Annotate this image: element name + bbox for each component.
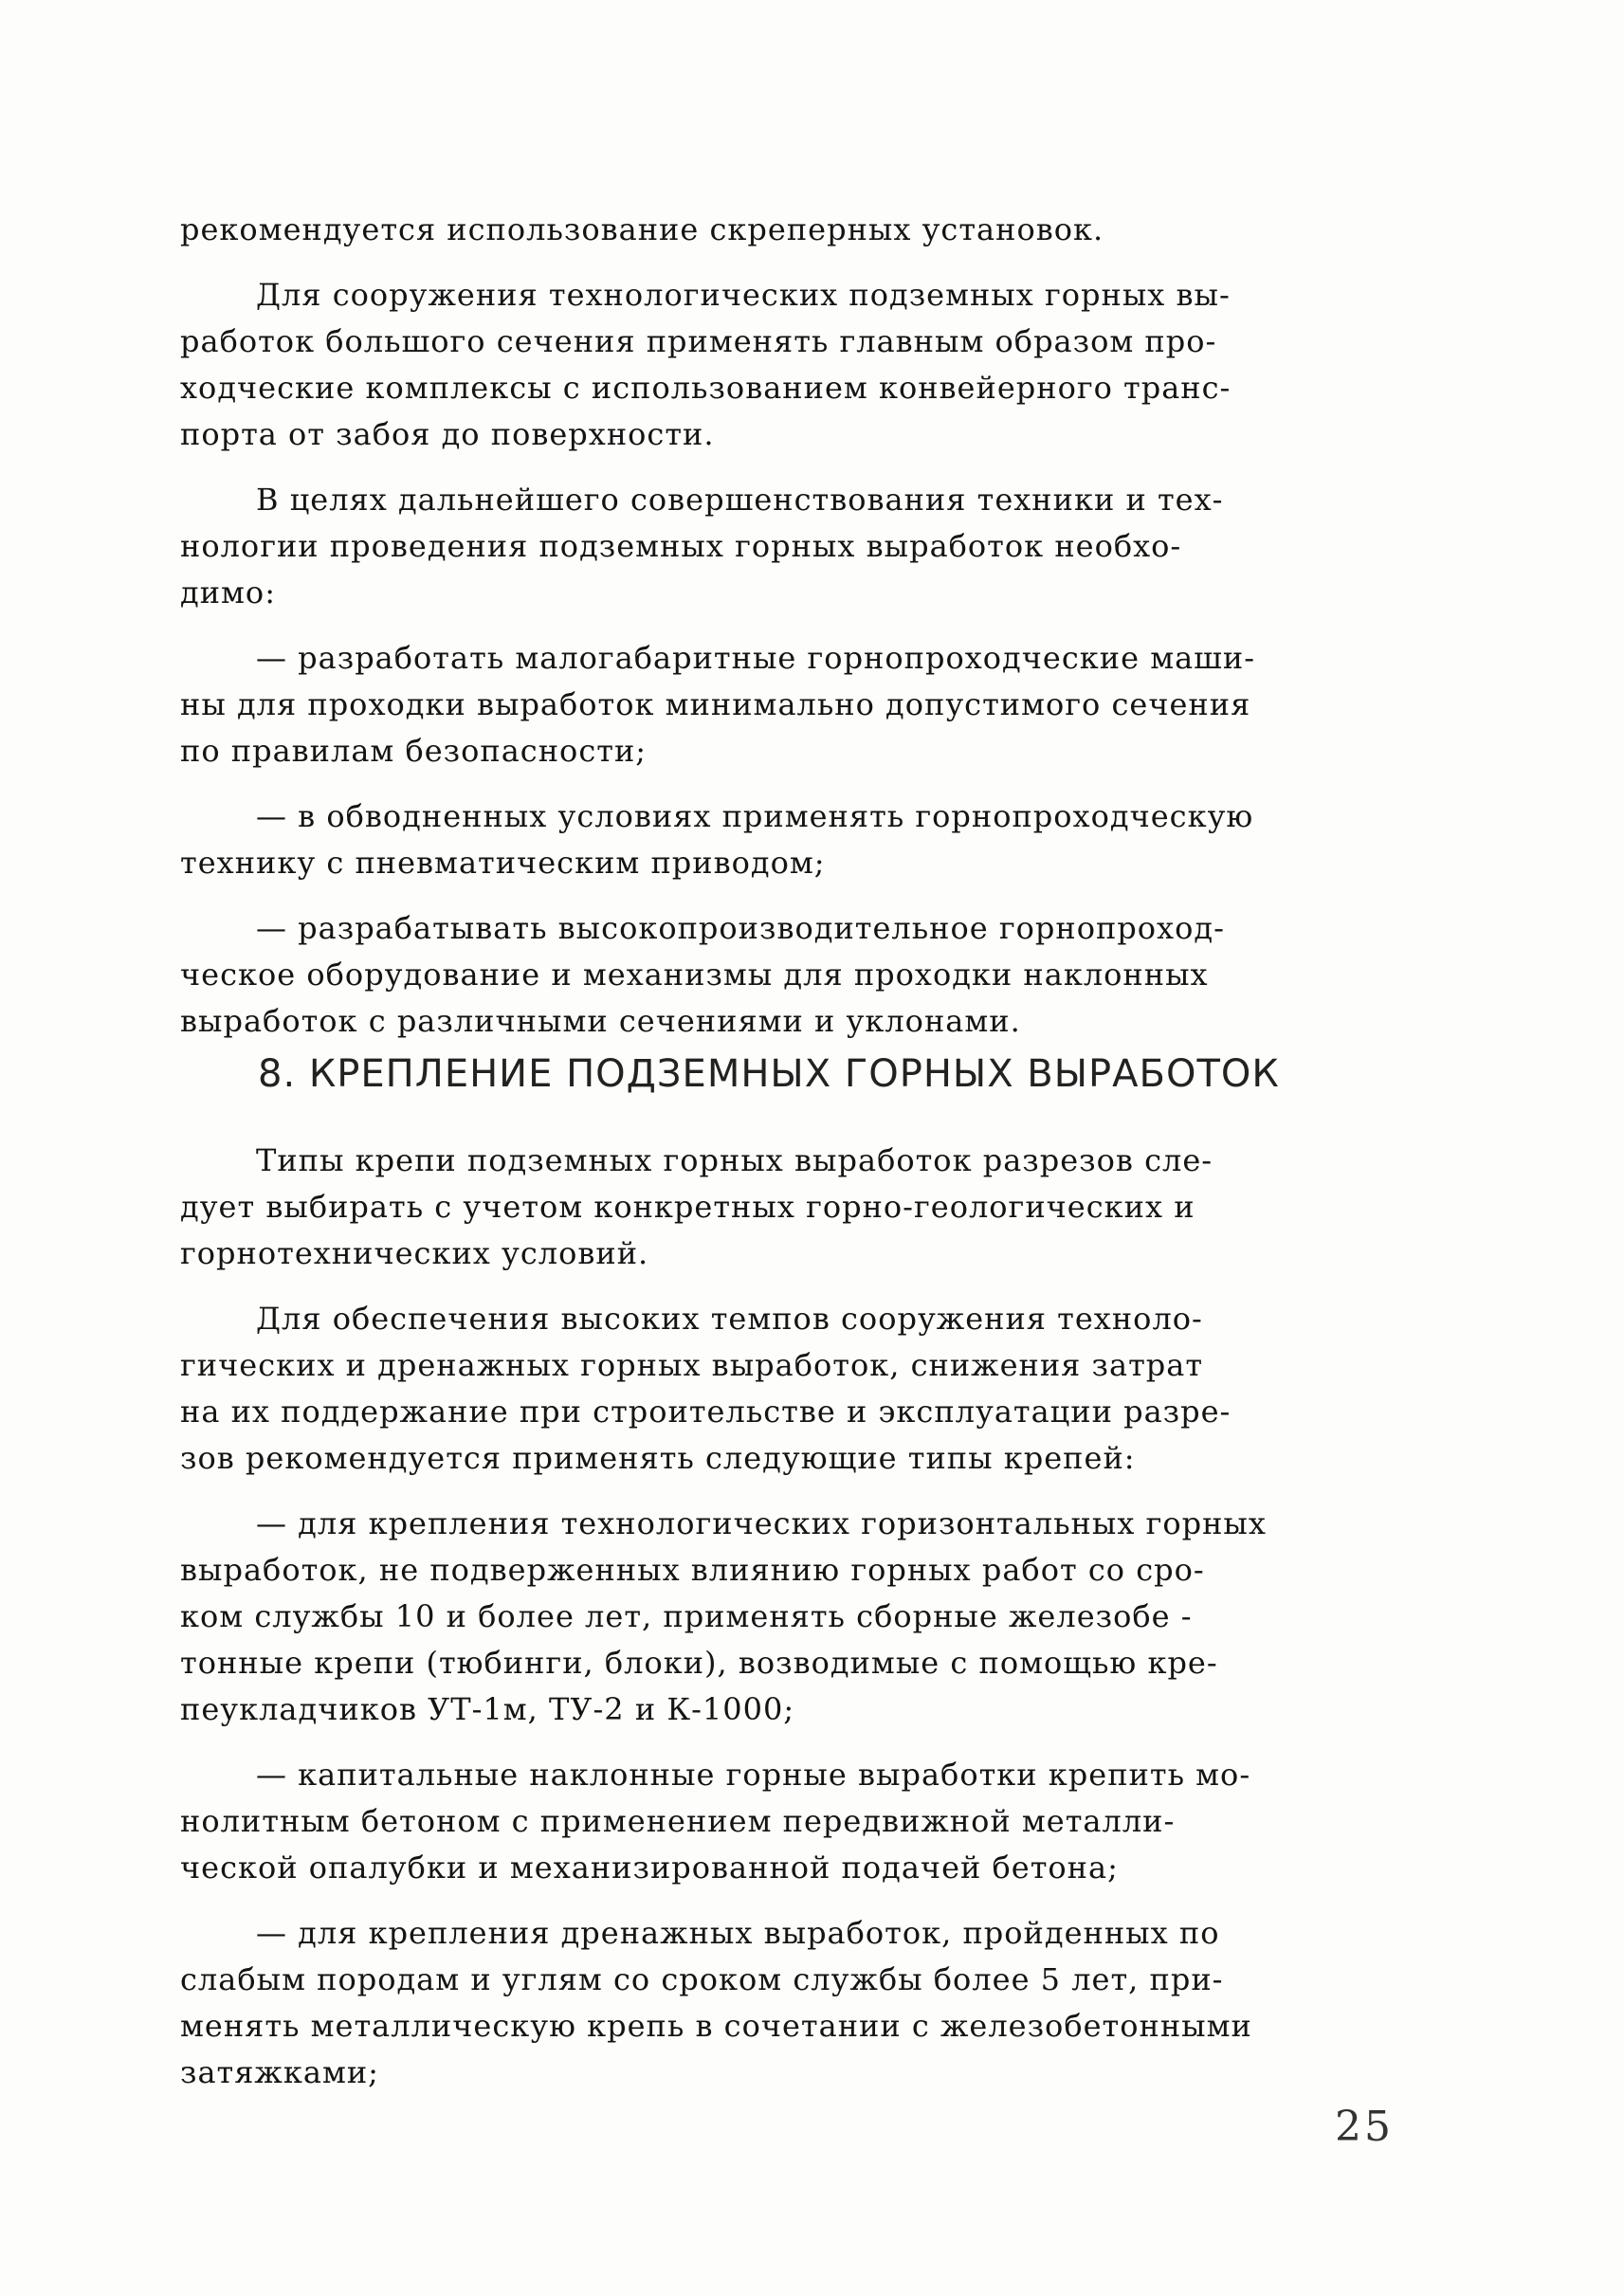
paragraph: — для крепления технологических горизонтальных горных выработок, не подверженных влиянию горных работ со сро- ком службы 10 и более лет, применять сборные железобе - тонные крепи (тюбинги, блоки), возводимые с помощью кре- пеукладчиков УТ-1м, ТУ-2 и К-1000;: [180, 1505, 1267, 1727]
paragraph: Для обеспечения высоких темпов сооружения техноло- гических и дренажных горных выработок, снижения затрат на их поддержание при строительстве и эксплуатации разре- зов рекомендуется применять следующие типы крепей:: [180, 1301, 1232, 1476]
paragraph: — капитальные наклонные горные выработки крепить мо- нолитным бетоном с применением передвижной металли- ческой опалубки и механизированной подачей бетона;: [180, 1757, 1251, 1886]
section-heading: 8. КРЕПЛЕНИЕ ПОДЗЕМНЫХ ГОРНЫХ ВЫРАБОТОК: [258, 1052, 1280, 1096]
page-number: 25: [1335, 2103, 1394, 2151]
paragraph: — разработать малогабаритные горнопроходческие маши- ны для проходки выработок минимально допустимого сечения по правилам безопасности;: [180, 640, 1256, 769]
section-1-text: [180, 207, 1413, 1064]
paragraph: Типы крепи подземных горных выработок разрезов сле- дует выбирать с учетом конкретных горно-геологических и горнотехнических условий.: [180, 1142, 1213, 1271]
section-2-text: [180, 1138, 1413, 2115]
paragraph: В целях дальнейшего совершенствования техники и тех- нологии проведения подземных горных выработок необхо- димо:: [180, 482, 1224, 610]
paragraph: — разрабатывать высокопроизводительное горнопроход- ческое оборудование и механизмы для проходки наклонных выработок с различными сечениями и уклонами.: [180, 910, 1225, 1039]
paragraph: Для сооружения технологических подземных горных вы- работок большого сечения применять главным образом про- ходческие комплексы с использованием конвейерного транс- порта от забоя до поверхности.: [180, 277, 1232, 452]
paragraph: рекомендуется использование скреперных установок.: [180, 211, 1104, 247]
paragraph: — в обводненных условиях применять горнопроходческую технику с пневматическим приводом;: [180, 798, 1254, 881]
paragraph: — для крепления дренажных выработок, пройденных по слабым породам и углям со сроком службы более 5 лет, при- менять металлическую крепь в сочетании с железобетонными затяжками;: [180, 1915, 1252, 2090]
